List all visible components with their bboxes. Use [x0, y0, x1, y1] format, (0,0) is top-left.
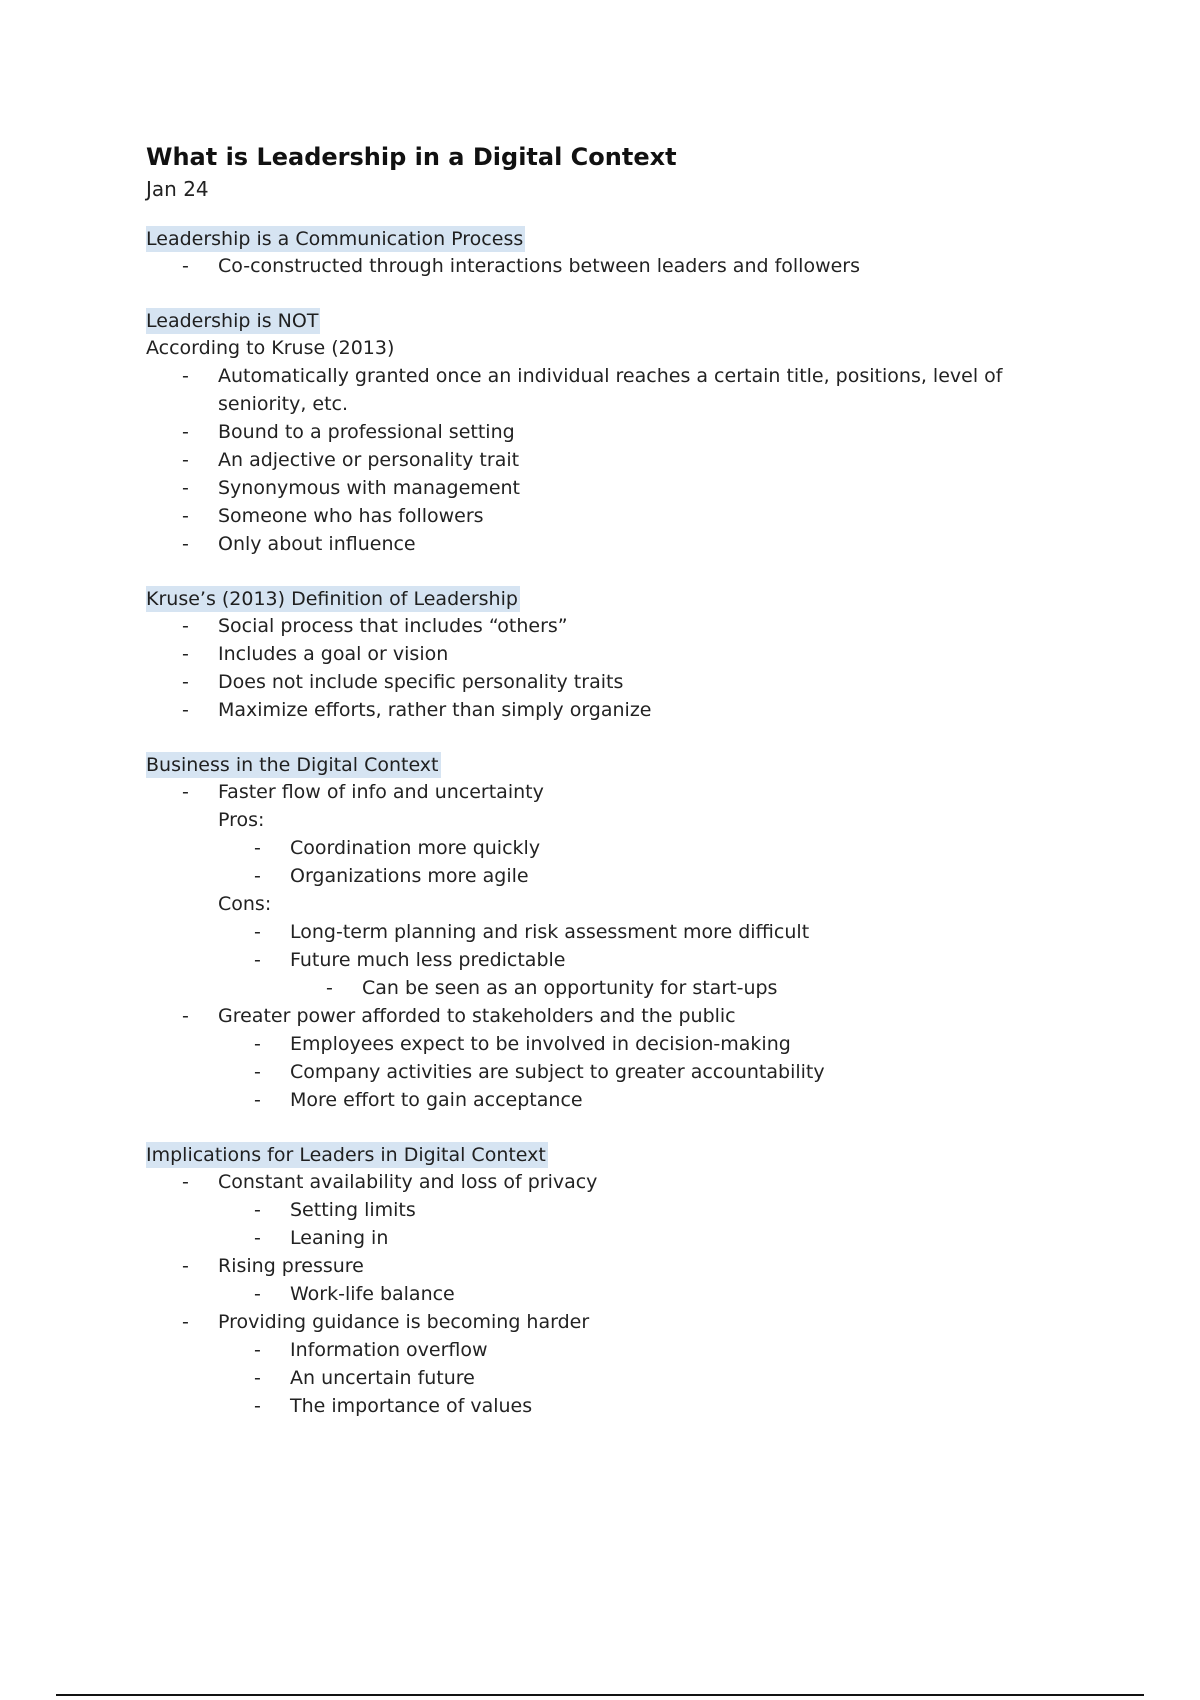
list-item: - Bound to a professional setting	[146, 418, 1066, 446]
list-item: - Setting limits	[146, 1196, 1066, 1224]
dash-bullet: -	[182, 533, 189, 555]
dash-bullet: -	[182, 365, 189, 387]
dash-bullet: -	[182, 643, 189, 665]
section-heading: Kruse’s (2013) Definition of Leadership	[146, 588, 518, 610]
list-item: - Providing guidance is becoming harder	[146, 1308, 1066, 1336]
list-item: - Synonymous with management	[146, 474, 1066, 502]
list-item: - Company activities are subject to greater accountability	[146, 1058, 1066, 1086]
list-item: - The importance of values	[146, 1392, 1066, 1420]
dash-bullet: -	[182, 505, 189, 527]
dash-bullet: -	[254, 1395, 261, 1417]
list-item: - An uncertain future	[146, 1364, 1066, 1392]
section-heading: Business in the Digital Context	[146, 754, 439, 776]
section-heading: Leadership is a Communication Process	[146, 228, 524, 250]
dash-bullet: -	[182, 421, 189, 443]
list-item: - Leaning in	[146, 1224, 1066, 1252]
list-item: - Faster flow of info and uncertainty	[146, 778, 1066, 806]
dash-bullet: -	[182, 1005, 189, 1027]
dash-bullet: -	[254, 1061, 261, 1083]
section-business	[146, 752, 1066, 1114]
list-item: - Social process that includes “others”	[146, 612, 1066, 640]
dash-bullet: -	[254, 1367, 261, 1389]
list-item: - Constant availability and loss of privacy	[146, 1168, 1066, 1196]
bullet-list	[146, 834, 1066, 890]
section-heading: Leadership is NOT	[146, 310, 319, 332]
dash-bullet: -	[254, 1089, 261, 1111]
dash-bullet: -	[254, 1199, 261, 1221]
dash-bullet: -	[182, 671, 189, 693]
dash-bullet: -	[182, 477, 189, 499]
dash-bullet: -	[182, 449, 189, 471]
bullet-list	[146, 778, 1066, 806]
bullet-list	[146, 362, 1066, 558]
list-item: - Long-term planning and risk assessment more difficult	[146, 918, 1066, 946]
dash-bullet: -	[182, 255, 189, 277]
list-item: - Does not include specific personality traits	[146, 668, 1066, 696]
list-item: - Includes a goal or vision	[146, 640, 1066, 668]
dash-bullet: -	[254, 837, 261, 859]
dash-bullet: -	[182, 699, 189, 721]
footer-rule	[56, 1694, 1144, 1696]
dash-bullet: -	[182, 615, 189, 637]
list-item: - Greater power afforded to stakeholders and the public	[146, 1002, 1066, 1030]
section-heading: Implications for Leaders in Digital Context	[146, 1144, 546, 1166]
list-item: - Rising pressure	[146, 1252, 1066, 1280]
list-item: - Co-constructed through interactions between leaders and followers	[146, 252, 1066, 280]
dash-bullet: -	[254, 1033, 261, 1055]
dash-bullet: -	[254, 1283, 261, 1305]
list-item: - An adjective or personality trait	[146, 446, 1066, 474]
dash-bullet: -	[254, 949, 261, 971]
dash-bullet: -	[182, 1311, 189, 1333]
document-page	[146, 140, 1066, 1448]
list-item: - Work-life balance	[146, 1280, 1066, 1308]
dash-bullet: -	[182, 1255, 189, 1277]
pros-label: Pros:	[218, 809, 265, 831]
list-item: - Information overflow	[146, 1336, 1066, 1364]
list-item: - Future much less predictable	[146, 946, 1066, 974]
list-item: - Organizations more agile	[146, 862, 1066, 890]
dash-bullet: -	[326, 977, 333, 999]
section-not	[146, 308, 1066, 558]
list-item: - Automatically granted once an individual reaches a certain title, positions, level of seniority, etc.	[146, 362, 1066, 418]
document-date: Jan 24	[146, 177, 209, 201]
section-definition	[146, 586, 1066, 724]
bullet-list	[146, 1168, 1066, 1420]
dash-bullet: -	[182, 1171, 189, 1193]
list-item: - Maximize efforts, rather than simply organize	[146, 696, 1066, 724]
section-intro: According to Kruse (2013)	[146, 337, 395, 359]
dash-bullet: -	[254, 921, 261, 943]
bullet-list	[146, 612, 1066, 724]
dash-bullet: -	[254, 1339, 261, 1361]
dash-bullet: -	[182, 781, 189, 803]
list-item: - Only about influence	[146, 530, 1066, 558]
dash-bullet: -	[254, 865, 261, 887]
section-implications	[146, 1142, 1066, 1420]
section-communication	[146, 226, 1066, 280]
list-item: - Can be seen as an opportunity for start-ups	[146, 974, 1066, 1002]
list-item: - Coordination more quickly	[146, 834, 1066, 862]
list-item: - Someone who has followers	[146, 502, 1066, 530]
document-title: What is Leadership in a Digital Context	[146, 143, 677, 171]
bullet-list	[146, 252, 1066, 280]
list-item: - More effort to gain acceptance	[146, 1086, 1066, 1114]
list-item: - Employees expect to be involved in decision-making	[146, 1030, 1066, 1058]
cons-label: Cons:	[218, 893, 272, 915]
bullet-list	[146, 918, 1066, 1114]
dash-bullet: -	[254, 1227, 261, 1249]
